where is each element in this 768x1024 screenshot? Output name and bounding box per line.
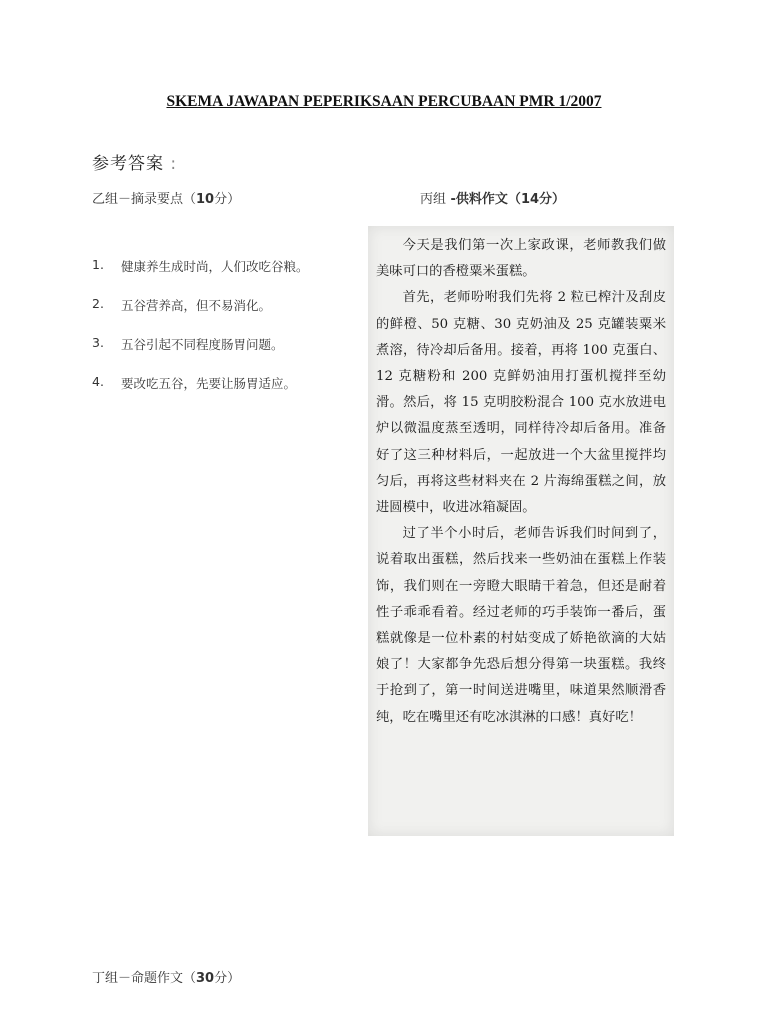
point-number: 4.	[92, 374, 104, 389]
section-b-marks: 10	[196, 192, 215, 207]
summary-points-list	[92, 257, 309, 413]
section-c-heading	[420, 188, 565, 207]
reference-answer-heading	[92, 149, 177, 174]
section-c-marks: 14	[520, 192, 540, 207]
point-text: 要改吃五谷，先要让肠胃适应。	[121, 376, 297, 391]
section-c-label: 丙组	[420, 192, 447, 207]
essay-paragraph: 过了半个小时后，老师告诉我们时间到了，说着取出蛋糕，然后找来一些奶油在蛋糕上作装饰，我们则在一旁瞪大眼睛干着急，但还是耐着性子乖乖看着。经过老师的巧手装饰一番后，蛋糕就像是一位朴素的村姑变成了娇艳欲滴的大姑娘了！大家都争先恐后想分得第一块蛋糕。我终于抢到了，第一时间送进嘴里，味道果然顺滑香纯，吃在嘴里还有吃冰淇淋的口感！真好吃！	[376, 526, 666, 725]
point-text: 健康养生成时尚，人们改吃谷粮。	[121, 259, 309, 274]
reference-heading-colon: :	[170, 154, 178, 174]
section-d-marks: 30	[196, 971, 215, 986]
scanned-essay-image	[368, 226, 674, 836]
reference-heading-text: 参考答案	[92, 154, 164, 174]
point-number: 2.	[92, 296, 104, 311]
essay-paragraph: 今天是我们第一次上家政课，老师教我们做美味可口的香橙粟米蛋糕。	[376, 238, 666, 280]
point-number: 3.	[92, 335, 104, 350]
point-text: 五谷引起不同程度肠胃问题。	[121, 337, 284, 352]
list-item	[92, 296, 309, 335]
list-item	[92, 374, 309, 413]
section-b-heading	[92, 188, 240, 207]
section-b-suffix: 分）	[214, 192, 241, 207]
section-d-label: 丁组－命题作文（	[92, 971, 197, 986]
section-d-heading	[92, 967, 240, 986]
essay-text-block	[376, 233, 666, 731]
section-c-bold-part: -供料作文（	[446, 192, 521, 207]
point-number: 1.	[92, 257, 104, 272]
list-item	[92, 335, 309, 374]
essay-paragraph: 首先，老师吩咐我们先将 2 粒已榨汁及刮皮的鲜橙、50 克糖、30 克奶油及 25 克罐装粟米煮溶，待冷却后备用。接着，再将 100 克蛋白、12 克糖粉和 200 克鲜奶油用打蛋机搅拌至幼滑。然后，将 15 克明胶粉混合 100 克水放进电炉以微温度蒸至透明，同样待冷却后备用。准备好了这三种材料后，一起放进一个大盆里搅拌均匀后，再将这些材料夹在 2 片海绵蛋糕之间，放进圆模中，收进冰箱凝固。	[376, 290, 666, 516]
point-text: 五谷营养高，但不易消化。	[121, 298, 272, 313]
section-c-suffix: 分）	[539, 192, 566, 207]
page-title: SKEMA JAWAPAN PEPERIKSAAN PERCUBAAN PMR 1/2007	[166, 93, 602, 110]
list-item	[92, 257, 309, 296]
section-d-suffix: 分）	[214, 971, 241, 986]
section-b-label: 乙组－摘录要点（	[92, 192, 197, 207]
